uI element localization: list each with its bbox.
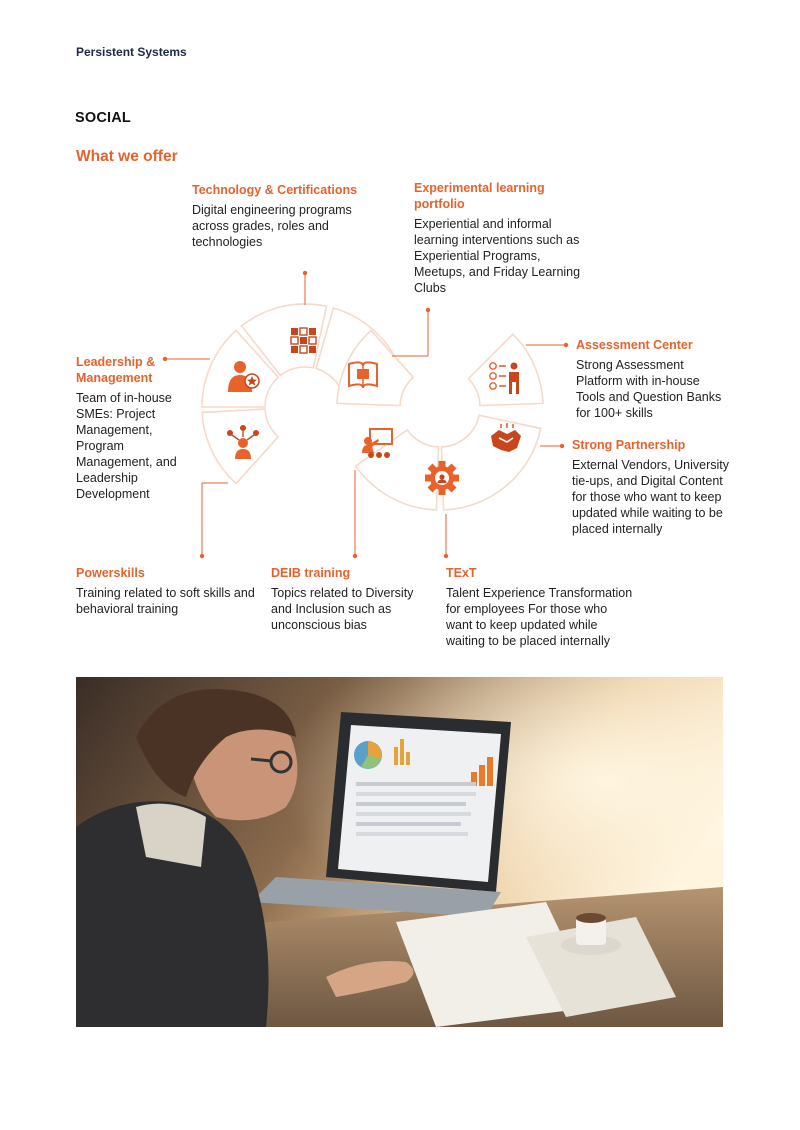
offering-title: Strong Partnership	[572, 438, 686, 452]
connector-dot-powerskills	[200, 554, 204, 558]
offering-title: Assessment Center	[576, 338, 693, 352]
brand-name: Persistent Systems	[76, 45, 187, 59]
settings-gear-icon	[425, 461, 459, 495]
connector-dot-technology	[303, 271, 307, 275]
offering-leadership	[76, 354, 186, 502]
offering-technology	[192, 182, 392, 250]
connector-dot-experiential	[426, 308, 430, 312]
offering-title: TExT	[446, 566, 477, 580]
page-heading: What we offer	[76, 148, 178, 165]
offering-title: Technology & Certifications	[192, 183, 358, 197]
offering-title: Powerskills	[76, 566, 145, 580]
connector-dot-partnership	[560, 444, 564, 448]
segment-partnership	[441, 415, 540, 510]
offering-title: Leadership & Management	[76, 355, 156, 385]
offering-description: External Vendors, University tie-ups, and Digital Content for those who want to keep updated while waiting to be placed internally	[572, 458, 730, 536]
offering-description: Digital engineering programs across grades, roles and technologies	[192, 203, 352, 249]
connector-dot-text	[444, 554, 448, 558]
learning-book-icon	[349, 362, 377, 388]
connector-dot-assessment	[564, 343, 568, 347]
offering-description: Experiential and informal learning interventions such as Experiential Programs, Meetups, and Friday Learning Clubs	[414, 217, 581, 295]
offering-assessment	[576, 337, 726, 421]
connector-dot-deib	[353, 554, 357, 558]
offering-text	[446, 565, 636, 649]
offering-description: Strong Assessment Platform with in-house Tools and Question Banks for 100+ skills	[576, 358, 722, 420]
presentation-icon	[362, 429, 392, 458]
offering-experiential	[414, 180, 586, 296]
offering-deib	[271, 565, 421, 633]
offering-powerskills	[76, 565, 256, 617]
offering-title: DEIB training	[271, 566, 351, 580]
section-label: SOCIAL	[75, 110, 131, 126]
offering-partnership	[572, 437, 732, 537]
diagram-segments	[202, 304, 543, 510]
offering-title: Experimental learning portfolio	[414, 181, 545, 211]
offering-description: Topics related to Diversity and Inclusion such as unconscious bias	[271, 586, 414, 632]
hero-photo	[76, 677, 723, 1027]
offering-description: Team of in-house SMEs: Project Management, Program Management, and Leadership Development	[76, 391, 177, 501]
offering-description: Training related to soft skills and behavioral training	[76, 586, 255, 616]
offering-description: Talent Experience Transformation for employees For those who want to keep updated while waiting to be placed internally	[446, 586, 633, 648]
